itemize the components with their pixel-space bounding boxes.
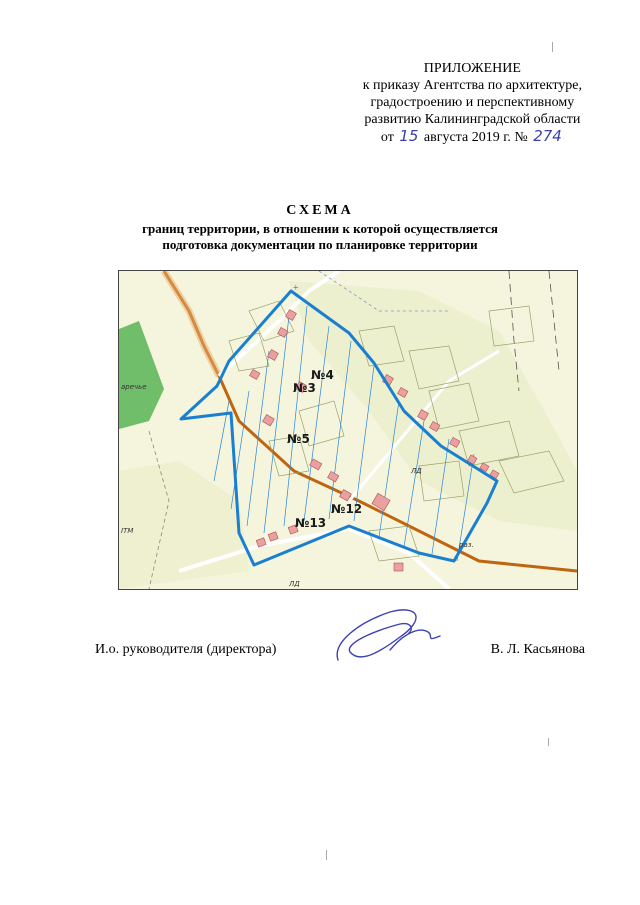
appendix-line-3: развитию Калининградской области xyxy=(364,112,581,127)
heading-subtitle-1: границ территории, в отношении к которой осуществляется xyxy=(142,221,498,236)
label-lot-1: ЛД xyxy=(411,467,422,475)
label-road: раз. xyxy=(459,541,474,549)
appendix-block xyxy=(363,60,582,146)
scan-mark xyxy=(548,738,549,746)
scan-mark xyxy=(326,850,327,860)
signatory-name: В. Л. Касьянова xyxy=(490,642,585,657)
signatory-position: И.о. руководителя (директора) xyxy=(95,642,277,657)
boundary-start-marker: + xyxy=(293,283,299,294)
date-prefix: от xyxy=(380,130,394,145)
label-n12: №12 xyxy=(331,502,363,516)
appendix-title: ПРИЛОЖЕНИЕ xyxy=(423,61,521,76)
label-itm: ITM xyxy=(121,527,134,535)
label-n13: №13 xyxy=(295,516,327,530)
scan-mark xyxy=(552,42,553,52)
territory-scheme-map xyxy=(118,270,578,590)
label-lot-2: ЛД xyxy=(289,580,300,588)
document-heading xyxy=(0,203,640,253)
appendix-line-2: градостроению и перспективному xyxy=(370,95,575,110)
label-n3: №3 xyxy=(293,381,316,395)
appendix-line-1: к приказу Агентства по архитектуре, xyxy=(362,78,582,93)
order-number: 274 xyxy=(533,127,562,145)
signature-row xyxy=(0,642,640,672)
heading-title: СХЕМА xyxy=(286,203,354,218)
label-zarechye: аречье xyxy=(121,383,147,391)
building xyxy=(394,563,403,571)
handwritten-signature xyxy=(330,602,450,672)
map-svg xyxy=(119,271,577,589)
signature-stroke xyxy=(337,610,440,660)
order-day: 15 xyxy=(399,127,419,145)
label-n4: №4 xyxy=(311,368,334,382)
heading-subtitle-2: подготовка документации по планировке территории xyxy=(162,237,478,252)
label-n5: №5 xyxy=(287,432,310,446)
date-middle: августа 2019 г. № xyxy=(423,130,528,145)
appendix-date-line xyxy=(363,128,582,146)
